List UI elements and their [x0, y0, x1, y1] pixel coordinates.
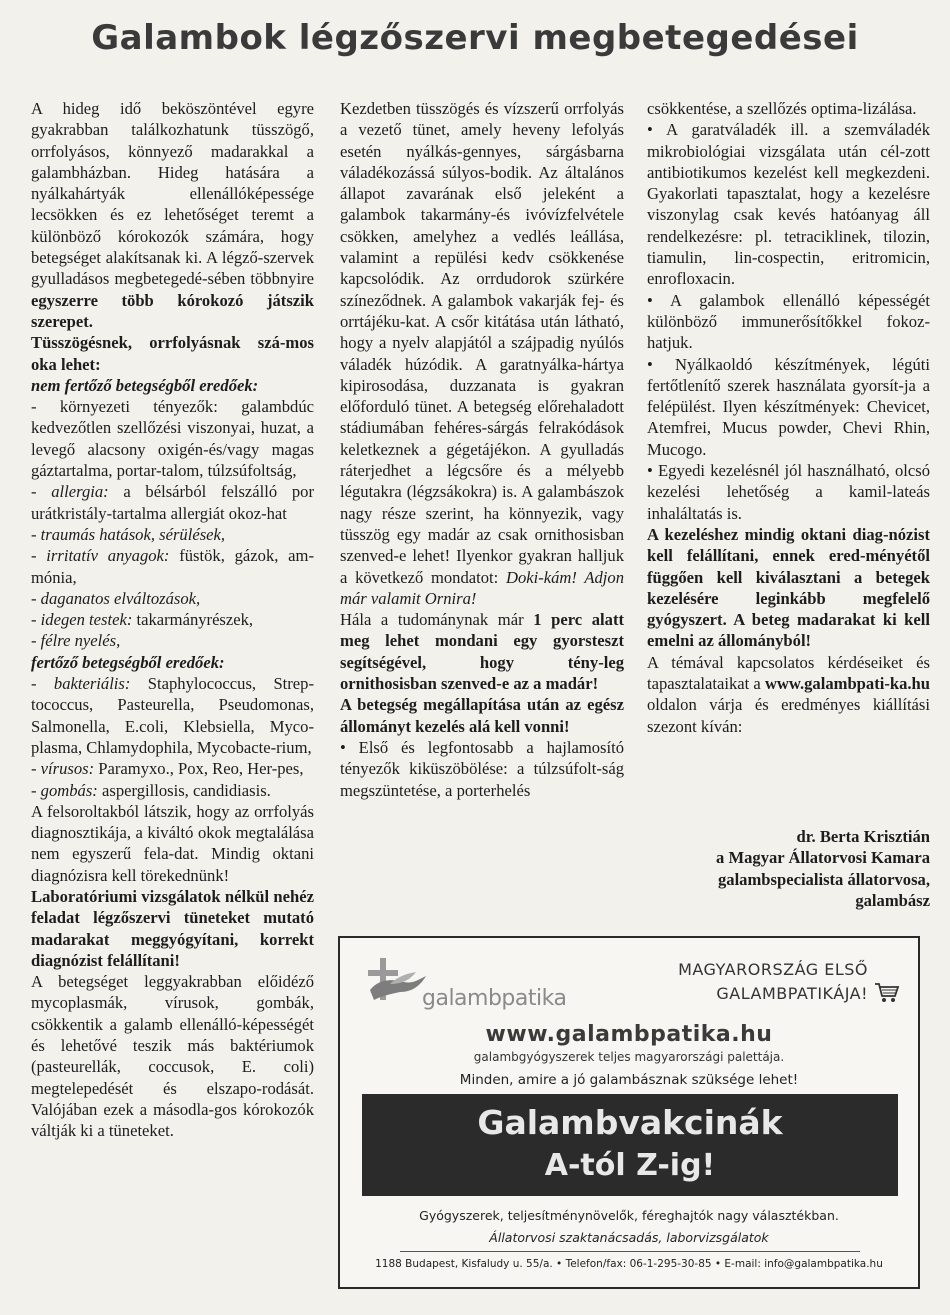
text: Paramyxo., Pox, Reo, Her-pes,	[94, 759, 304, 779]
article-column-1	[31, 98, 314, 1142]
text: Kezdetben tüsszögés és vízszerű orrfolyás a vezető tünet, amely heveny lefolyás esetén nyálkás-gennyes, sárgásbarna váladékozássá súlyos-bodik. Az általános állapot zavarának első jeleként a galambok takarmány-és ivóvízfelvétele csökken, amelyhez a vedlés leállása, valamint a repülési kedv csökkenése kapcsolódik. Az orrdudorok szürkére színeződnek. A galambok vakarják fej- és orrtájéku-kat. A csőr kitátása után látható, hogy a nyelv alapjától a szájpadig nyúlós váladék húzódik. A garatnyálka-hártya kipirosodása, duzzanata is gyakran előforduló tünet. A betegség előrehaladott stádiumában fehéres-sárgás felrakódások keletkeznek a gégetájékon. A gyulladás ráterjedhet a légcsőre és a mélyebb légutakra (légzsákokra) is. A galambászok nagy része szerint, ha könnyezik, vagy tüsszög egy madár az csak ornithosisban szenved-e lehet! Ilyenkor gyakran halljuk a következő mondatot:	[340, 99, 624, 587]
slogan-line: GALAMBPATIKÁJA!	[716, 984, 868, 1003]
text: takarmányrészek,	[132, 610, 254, 630]
italic-text: - irritatív anyagok:	[31, 546, 170, 566]
list-item: - környezeti tényezők: galambdúc kedvezőtlen szellőzési viszonyai, huzat, a levegő alacsony oxigén-és/vagy magas gáztartalma, portar-talom, túlzsúfoltság,	[31, 397, 314, 481]
italic-text: - vírusos:	[31, 759, 95, 779]
subheading: Tüsszögésnek, orrfolyásnak szá-mos oka lehet:	[31, 333, 314, 374]
banner-title: Galambvakcinák	[477, 1103, 783, 1142]
signature-line: galambspecialista állatorvosa,	[717, 869, 930, 889]
brand-logo	[360, 950, 567, 1011]
paragraph	[647, 652, 930, 737]
ad-tagline: Minden, amire a jó galambásznak szüksége lehet!	[459, 1072, 799, 1088]
list-item: - daganatos elváltozások,	[31, 588, 201, 608]
article-title: Galambok légzőszervi megbetegedései	[91, 18, 859, 58]
paragraph: • A garatváladék ill. a szemváladék mikrobiológiai vizsgálata után cél-zott antibiotikumos kezelést kell megkezdeni. Gyakorlati tapasztalat, hogy a kezelésre viszonylag csak kevés hatóanyag áll rendelkezésre: pl. tetraciklinek, tilozin, tiamulin, lin-cospectin, eritromicin, enrofloxacin.	[647, 120, 930, 289]
text: A témával kapcsolatos kérdéseiket és tapasztalataikat a	[647, 652, 930, 694]
list-item: - traumás hatások, sérülések,	[31, 524, 226, 544]
article-column-3	[647, 98, 930, 737]
paragraph: • Nyálkaoldó készítmények, légúti fertőtlenítő szerek használata gyorsít-ja a felépülést. Ilyen készítmények: Chevicet, Atemfrei, Mucus powder, Chevi Rhin, Mucogo.	[647, 354, 930, 459]
ad-product-line: Gyógyszerek, teljesítménynövelők, féreghajtók nagy választékban.	[419, 1208, 839, 1223]
text: A hideg idő beköszöntével egyre gyakrabban találkozhatunk tüsszögő, orrfolyásos, könnyező madarakkal a galambházban. Hideg hatására a nyálkahártyák ellenállóképessége lecsökken és ez lehetőséget teremt a különböző kórokozók számára, hogy betegséget alakítsanak ki. A légző-szervek gyulladásos megbetegedé-sében többnyire	[31, 99, 314, 289]
list-item	[31, 673, 314, 758]
ad-service-line: Állatorvosi szaktanácsadás, laborvizsgálatok	[489, 1230, 769, 1245]
text: füstök, gázok, am-mónia,	[31, 546, 314, 587]
text: Staphylococcus, Strep-tococcus, Pasteurella, Pseudomonas, Salmonella, E.coli, Klebsiella, Myco-plasma, Chlamydophila, Mycobacte-rium,	[31, 674, 314, 757]
signature-line: galambász	[855, 890, 930, 910]
list-item	[31, 780, 314, 801]
paragraph: A felsoroltakból látszik, hogy az orrfolyás diagnosztikája, a kiváltó okok megtalálása nem egyszerű fela-dat. Mindig oktani diagnózisra kell törekednünk!	[31, 801, 314, 885]
paragraph: • Egyedi kezelésnél jól használható, olcsó kezelési lehetőség a kamil-lateás inhaláltatás is.	[647, 461, 930, 523]
slogan-line: MAGYARORSZÁG ELSŐ	[678, 960, 868, 979]
paragraph	[340, 98, 624, 609]
shopping-cart-icon	[874, 982, 900, 1004]
author-signature	[647, 826, 930, 911]
italic-text: - bakteriális:	[31, 674, 131, 694]
paragraph	[31, 98, 314, 332]
list-item	[31, 481, 314, 524]
vaccine-banner	[362, 1094, 898, 1196]
list-item	[31, 545, 314, 588]
italic-text: - gombás:	[31, 780, 98, 800]
website-link[interactable]: www.galambpati-ka.hu	[764, 674, 930, 694]
logo-text: galambpatika	[422, 986, 567, 1011]
paragraph: Laboratóriumi vizsgálatok nélkül nehéz feladat légzőszervi tüneteket mutató madarakat meggyógyítani, korrekt diagnózist felállítani!	[31, 886, 314, 970]
italic-text: - idegen testek:	[31, 610, 133, 630]
list-item	[31, 758, 314, 779]
paragraph	[340, 609, 624, 694]
text: a bélsárból felszálló por urátkristály-tartalma allergiát okoz-hat	[31, 482, 314, 523]
divider	[400, 1251, 860, 1252]
list-item	[31, 609, 314, 630]
paragraph: A betegséget leggyakrabban előidéző mycoplasmák, vírusok, gombák, csökkentik a galamb ellenálló-képességét és lehetővé teszik más baktériumok (pasteurellák, coccusok, E. coli) megtelepedését és elszapo-rodását. Valójában ezek a másodla-gos kórokozók váltják ki a tüneteket.	[31, 972, 314, 1141]
advertisement-box	[338, 936, 920, 1289]
paragraph: A betegség megállapítása után az egész állományt kezelés alá kell vonni!	[340, 695, 624, 736]
text: oldalon várja és eredményes kiállítási szezont kíván:	[647, 695, 930, 736]
bold-text: egyszerre több kórokozó játszik szerepet.	[31, 290, 314, 331]
signature-line: dr. Berta Krisztián	[796, 827, 930, 846]
paragraph: • Első és legfontosabb a hajlamosító tényezők kiküszöbölése: a túlzsúfolt-ság megszüntetése, a porterhelés	[340, 737, 624, 800]
pigeon-logo-icon	[360, 950, 430, 1010]
ad-tagline: galambgyógyszerek teljes magyarországi palettája.	[473, 1050, 785, 1064]
text: Hála a tudománynak már	[340, 610, 534, 630]
paragraph: • A galambok ellenálló képességét különböző immunerősítőkkel fokoz-hatjuk.	[647, 290, 930, 353]
text: aspergillosis, candidiasis.	[97, 780, 271, 800]
article-column-2	[340, 98, 624, 801]
ad-contact-info: 1188 Budapest, Kisfaludy u. 55/a. • Telefon/fax: 06-1-295-30-85 • E-mail: info@galambpatika.hu	[375, 1258, 883, 1270]
italic-text: allergia:	[51, 482, 109, 502]
paragraph: csökkentése, a szellőzés optima-lizálása.	[647, 99, 917, 118]
paragraph: A kezeléshez mindig oktani diag-nózist kell felállítani, ennek ered-ményétől függően kell kiválasztani a betegek kezelésére leginkább megfelelő gyógyszert. A beteg madarakat ki kell emelni az állományból!	[647, 524, 930, 651]
ad-website-link[interactable]: www.galambpatika.hu	[485, 1022, 773, 1047]
subheading: nem fertőző betegségből eredőek:	[31, 375, 259, 395]
subheading: fertőző betegségből eredőek:	[31, 652, 225, 672]
list-item: - félre nyelés,	[31, 631, 121, 651]
ad-slogan	[678, 958, 868, 1006]
text: -	[31, 482, 52, 502]
signature-line: a Magyar Állatorvosi Kamara	[716, 848, 930, 868]
bold-text: 1 perc alatt meg lehet mondani egy gyorsteszt segítségével, hogy tény-leg ornithosisban szenved-e az a madár!	[340, 610, 624, 694]
banner-subtitle: A-tól Z-ig!	[544, 1148, 716, 1183]
italic-text: Doki-kám! Adjon már valamit Ornira!	[340, 567, 624, 608]
